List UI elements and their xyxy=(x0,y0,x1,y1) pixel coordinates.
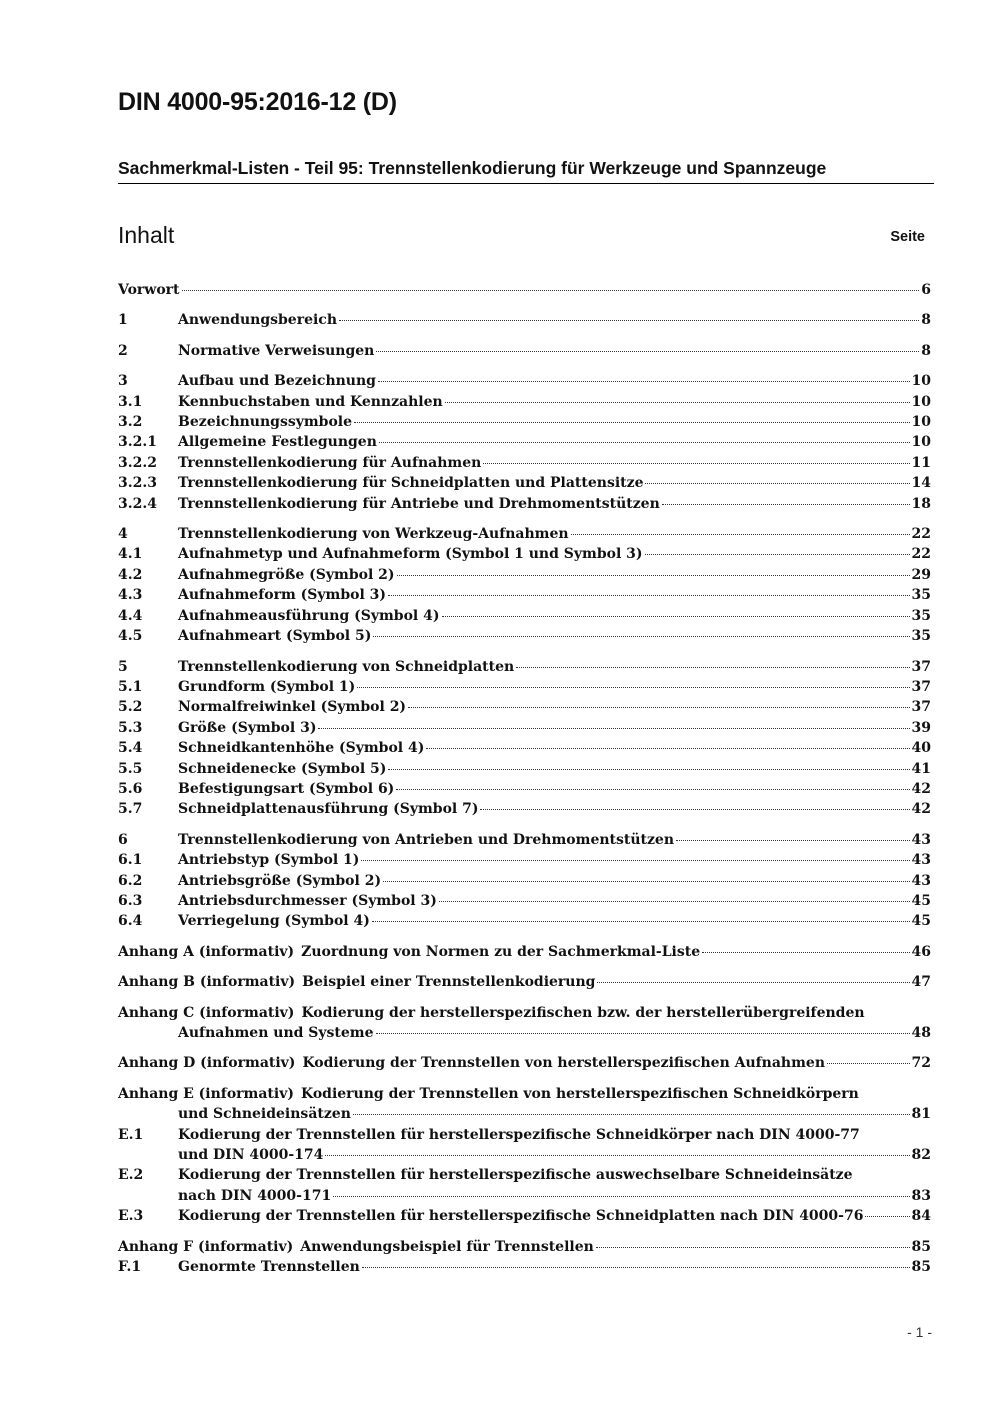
dot-leader xyxy=(383,881,909,882)
toc-entry-1[interactable] xyxy=(118,310,931,330)
table-of-contents xyxy=(118,280,931,1277)
toc-entry-number: 5.6 xyxy=(118,780,143,797)
toc-entry-page: 41 xyxy=(911,760,931,777)
toc-entry-number: 1 xyxy=(118,312,128,329)
dot-leader xyxy=(378,381,910,382)
toc-entry-number: 3.1 xyxy=(118,393,143,410)
toc-entry-number: 6.4 xyxy=(118,913,143,930)
toc-entry-title: Vorwort xyxy=(118,282,180,298)
toc-entry-title: Schneidkantenhöhe (Symbol 4) xyxy=(178,740,425,757)
toc-entry-number: 5 xyxy=(118,658,128,675)
toc-entry-number: 6.1 xyxy=(118,852,143,869)
document-subtitle: Sachmerkmal-Listen - Teil 95: Trennstellenkodierung für Werkzeuge und Spannzeuge xyxy=(118,158,934,184)
toc-entry-page: 35 xyxy=(911,587,931,604)
toc-entry-3-2[interactable] xyxy=(118,412,931,432)
toc-entry-number: 6 xyxy=(118,831,128,848)
toc-entry-page: 42 xyxy=(911,801,931,818)
toc-entry-title: Kodierung der Trennstellen für herstellerspezifische Schneidplatten nach DIN 4000-76 xyxy=(178,1208,864,1225)
toc-entry-page: 35 xyxy=(911,607,931,624)
toc-entry-title: Genormte Trennstellen xyxy=(178,1259,360,1276)
toc-entry-page: 43 xyxy=(911,872,931,889)
toc-entry-number: 4.3 xyxy=(118,587,143,604)
dot-leader xyxy=(645,554,910,555)
toc-entry-page: 10 xyxy=(911,373,931,390)
toc-entry-title: Allgemeine Festlegungen xyxy=(178,434,377,451)
dot-leader xyxy=(339,320,919,321)
toc-entry-title: Normalfreiwinkel (Symbol 2) xyxy=(178,699,407,716)
toc-entry-2[interactable] xyxy=(118,341,931,361)
toc-entry-number: 4.2 xyxy=(118,566,143,583)
toc-entry-5[interactable] xyxy=(118,657,931,677)
toc-entry-title: Trennstellenkodierung für Schneidplatten und Plattensitze xyxy=(178,475,644,492)
toc-entry-title: Verriegelung (Symbol 4) xyxy=(178,913,370,930)
toc-entry-title-line2: Aufnahmen und Systeme xyxy=(178,1025,374,1041)
toc-entry-title-line2: nach DIN 4000-171 xyxy=(178,1187,332,1204)
toc-entry-5-7[interactable] xyxy=(118,799,931,819)
toc-entry-page: 18 xyxy=(911,495,931,512)
toc-entry-page: 72 xyxy=(911,1055,931,1072)
dot-leader xyxy=(865,1216,909,1217)
toc-entry-page: 43 xyxy=(911,831,931,848)
toc-entry-page: 85 xyxy=(911,1238,931,1255)
toc-entry-number: 4.1 xyxy=(118,546,143,563)
toc-entry-page: 22 xyxy=(911,526,931,543)
dot-leader xyxy=(645,483,909,484)
toc-entry-number: 5.4 xyxy=(118,740,143,757)
toc-entry-4[interactable] xyxy=(118,524,931,544)
toc-entry-page: 35 xyxy=(911,628,931,645)
dot-leader xyxy=(426,748,909,749)
toc-entry-4-4[interactable] xyxy=(118,606,931,626)
toc-entry-page: 40 xyxy=(911,740,931,757)
toc-entry-number: 4.4 xyxy=(118,607,143,624)
toc-entry-page: 10 xyxy=(911,414,931,431)
toc-heading: Inhalt xyxy=(118,222,175,248)
toc-annex-label: Anhang A (informativ) xyxy=(118,943,295,960)
toc-entry-title: Beispiel einer Trennstellenkodierung xyxy=(302,974,596,991)
toc-entry-title: Antriebsgröße (Symbol 2) xyxy=(178,872,382,889)
dot-leader xyxy=(376,351,919,352)
dot-leader xyxy=(379,442,910,443)
toc-entry-title: Trennstellenkodierung für Aufnahmen xyxy=(178,454,482,471)
toc-entry-title: Trennstellenkodierung von Schneidplatten xyxy=(178,658,515,675)
toc-entry-page: 85 xyxy=(911,1259,931,1276)
toc-entry-page: 83 xyxy=(911,1187,931,1204)
toc-entry-6-1[interactable] xyxy=(118,850,931,870)
toc-entry-title-line2: und DIN 4000-174 xyxy=(178,1147,324,1164)
toc-entry-page: 45 xyxy=(911,913,931,930)
toc-entry-number: E.2 xyxy=(118,1167,144,1184)
toc-entry-page: 48 xyxy=(911,1025,931,1041)
toc-entry-title: Antriebsdurchmesser (Symbol 3) xyxy=(178,892,437,909)
toc-entry-5-4[interactable] xyxy=(118,738,931,758)
toc-entry-title: Trennstellenkodierung von Werkzeug-Aufnahmen xyxy=(178,526,569,543)
toc-entry-number: 6.3 xyxy=(118,892,143,909)
toc-entry-title: Trennstellenkodierung von Antrieben und Drehmomentstützen xyxy=(178,831,675,848)
toc-entry-annex-c[interactable] xyxy=(118,1003,931,1044)
toc-entry-number: 5.7 xyxy=(118,801,143,818)
toc-entry-number: E.3 xyxy=(118,1208,144,1225)
toc-entry-title: Kennbuchstaben und Kennzahlen xyxy=(178,393,443,410)
toc-entry-page: 37 xyxy=(911,699,931,716)
toc-entry-4-2[interactable] xyxy=(118,565,931,585)
toc-entry-page: 8 xyxy=(921,312,931,329)
toc-entry-3-2-4[interactable] xyxy=(118,494,931,514)
dot-leader xyxy=(827,1063,910,1064)
dot-leader xyxy=(676,840,909,841)
toc-entry-page: 37 xyxy=(911,658,931,675)
toc-entry-number: 6.2 xyxy=(118,872,143,889)
toc-entry-number: 4 xyxy=(118,526,128,543)
dot-leader xyxy=(325,1155,909,1156)
dot-leader xyxy=(357,687,909,688)
toc-entry-title: Trennstellenkodierung für Antriebe und Drehmomentstützen xyxy=(178,495,660,512)
toc-entry-5-5[interactable] xyxy=(118,759,931,779)
toc-entry-3-1[interactable] xyxy=(118,392,931,412)
dot-leader xyxy=(333,1196,909,1197)
toc-annex-label: Anhang E (informativ) xyxy=(118,1085,294,1102)
toc-entry-page: 47 xyxy=(911,974,931,991)
toc-entry-number: 5.5 xyxy=(118,760,143,777)
toc-entry-5-2[interactable] xyxy=(118,697,931,717)
toc-entry-number: 3.2.2 xyxy=(118,454,157,471)
dot-leader xyxy=(571,534,910,535)
toc-entry-title: Größe (Symbol 3) xyxy=(178,719,317,736)
toc-entry-5-1[interactable] xyxy=(118,677,931,697)
toc-entry-page: 37 xyxy=(911,678,931,695)
toc-entry-page: 45 xyxy=(911,892,931,909)
toc-entry-number: 3.2.3 xyxy=(118,475,157,492)
toc-annex-label: Anhang D (informativ) xyxy=(118,1055,296,1072)
dot-leader xyxy=(662,504,910,505)
toc-entry-title: Schneidenecke (Symbol 5) xyxy=(178,760,387,777)
dot-leader xyxy=(480,809,909,810)
toc-entry-3[interactable] xyxy=(118,371,931,391)
toc-entry-number: 5.1 xyxy=(118,678,143,695)
dot-leader xyxy=(372,921,910,922)
toc-entry-vorwort[interactable] xyxy=(118,280,931,300)
toc-entry-annex-e[interactable] xyxy=(118,1084,931,1125)
toc-entry-number: 3.2 xyxy=(118,414,143,431)
toc-entry-annex-b[interactable] xyxy=(118,972,931,992)
toc-annex-label: Anhang B (informativ) xyxy=(118,974,296,991)
toc-entry-e-3[interactable] xyxy=(118,1206,931,1226)
toc-entry-3-2-1[interactable] xyxy=(118,432,931,452)
toc-entry-title-line1: Kodierung der Trennstellen von herstellerspezifischen Schneidkörpern xyxy=(300,1085,859,1102)
toc-entry-annex-a[interactable] xyxy=(118,942,931,962)
toc-entry-number: 3.2.4 xyxy=(118,495,157,512)
toc-entry-3-2-3[interactable] xyxy=(118,473,931,493)
dot-leader xyxy=(388,595,910,596)
toc-entry-title: Schneidplattenausführung (Symbol 7) xyxy=(178,801,479,818)
toc-entry-title-line1: Kodierung der Trennstellen für herstellerspezifische Schneidkörper nach DIN 4000-77 xyxy=(178,1126,860,1143)
toc-annex-label: Anhang C (informativ) xyxy=(118,1004,295,1021)
toc-entry-e-2[interactable] xyxy=(118,1165,931,1206)
toc-entry-page: 10 xyxy=(911,393,931,410)
dot-leader xyxy=(439,901,910,902)
toc-entry-e-1[interactable] xyxy=(118,1125,931,1166)
dot-leader xyxy=(182,290,920,291)
toc-entry-title: Aufnahmeausführung (Symbol 4) xyxy=(178,607,440,624)
toc-entry-title: Normative Verweisungen xyxy=(178,342,375,359)
toc-entry-page: 10 xyxy=(911,434,931,451)
toc-entry-page: 29 xyxy=(911,566,931,583)
dot-leader xyxy=(373,636,909,637)
toc-entry-title: Aufbau und Bezeichnung xyxy=(178,373,376,390)
toc-entry-title-line2: und Schneideinsätzen xyxy=(178,1106,351,1123)
document-title: DIN 4000-95:2016-12 (D) xyxy=(118,88,397,116)
toc-entry-page: 82 xyxy=(911,1147,931,1164)
toc-entry-page: 39 xyxy=(911,719,931,736)
dot-leader xyxy=(596,1247,910,1248)
toc-entry-title-line1: Kodierung der herstellerspezifischen bzw. der herstellerübergreifenden xyxy=(301,1004,865,1021)
toc-entry-number: 5.2 xyxy=(118,699,143,716)
toc-page-column-label: Seite xyxy=(890,229,925,245)
toc-entry-f-1[interactable] xyxy=(118,1257,931,1277)
dot-leader xyxy=(354,422,910,423)
toc-entry-page: 8 xyxy=(921,342,931,359)
dot-leader xyxy=(362,1267,910,1268)
toc-entry-title: Zuordnung von Normen zu der Sachmerkmal-Liste xyxy=(301,943,701,960)
toc-entry-page: 46 xyxy=(911,943,931,960)
toc-entry-number: 4.5 xyxy=(118,628,143,645)
dot-leader xyxy=(702,952,909,953)
dot-leader xyxy=(353,1114,910,1115)
dot-leader xyxy=(445,402,910,403)
toc-entry-number: 2 xyxy=(118,342,128,359)
toc-entry-6-3[interactable] xyxy=(118,891,931,911)
toc-entry-title: Aufnahmetyp und Aufnahmeform (Symbol 1 und Symbol 3) xyxy=(178,546,643,563)
toc-entry-page: 43 xyxy=(911,852,931,869)
toc-entry-title: Bezeichnungssymbole xyxy=(178,414,353,431)
toc-entry-title: Anwendungsbeispiel für Trennstellen xyxy=(300,1238,594,1255)
toc-entry-number: E.1 xyxy=(118,1126,144,1143)
toc-entry-6-2[interactable] xyxy=(118,871,931,891)
dot-leader xyxy=(597,982,909,983)
toc-entry-5-6[interactable] xyxy=(118,779,931,799)
dot-leader xyxy=(408,707,909,708)
toc-entry-page: 84 xyxy=(911,1208,931,1225)
dot-leader xyxy=(397,575,910,576)
dot-leader xyxy=(318,728,909,729)
toc-entry-page: 14 xyxy=(911,475,931,492)
toc-entry-annex-f[interactable] xyxy=(118,1237,931,1257)
toc-entry-title: Aufnahmeart (Symbol 5) xyxy=(178,628,372,645)
toc-entry-page: 22 xyxy=(911,546,931,563)
toc-entry-title: Aufnahmegröße (Symbol 2) xyxy=(178,566,395,583)
dot-leader xyxy=(361,860,909,861)
toc-entry-page: 6 xyxy=(921,282,931,298)
toc-entry-page: 81 xyxy=(911,1106,931,1123)
toc-entry-page: 42 xyxy=(911,780,931,797)
toc-entry-annex-d[interactable] xyxy=(118,1053,931,1073)
toc-entry-title-line1: Kodierung der Trennstellen für herstellerspezifische auswechselbare Schneideinsätze xyxy=(178,1167,853,1184)
toc-entry-title: Grundform (Symbol 1) xyxy=(178,678,356,695)
toc-entry-number: F.1 xyxy=(118,1259,142,1276)
toc-entry-4-5[interactable] xyxy=(118,626,931,646)
toc-entry-page: 11 xyxy=(911,454,931,471)
toc-entry-5-3[interactable] xyxy=(118,718,931,738)
toc-entry-number: 5.3 xyxy=(118,719,143,736)
dot-leader xyxy=(396,789,909,790)
dot-leader xyxy=(388,769,909,770)
dot-leader xyxy=(483,463,909,464)
toc-annex-label: Anhang F (informativ) xyxy=(118,1238,294,1255)
toc-entry-title: Anwendungsbereich xyxy=(178,312,337,329)
toc-entry-6[interactable] xyxy=(118,830,931,850)
toc-entry-6-4[interactable] xyxy=(118,911,931,931)
toc-entry-title: Befestigungsart (Symbol 6) xyxy=(178,780,395,797)
dot-leader xyxy=(442,616,910,617)
page-number: - 1 - xyxy=(907,1324,932,1340)
toc-entry-number: 3 xyxy=(118,373,128,390)
toc-entry-number: 3.2.1 xyxy=(118,434,157,451)
dot-leader xyxy=(376,1033,910,1034)
toc-entry-4-3[interactable] xyxy=(118,585,931,605)
toc-entry-4-1[interactable] xyxy=(118,544,931,564)
toc-entry-3-2-2[interactable] xyxy=(118,453,931,473)
toc-entry-title: Antriebstyp (Symbol 1) xyxy=(178,852,360,869)
toc-entry-title: Kodierung der Trennstellen von herstellerspezifischen Aufnahmen xyxy=(302,1055,826,1072)
toc-entry-title: Aufnahmeform (Symbol 3) xyxy=(178,587,387,604)
dot-leader xyxy=(516,667,909,668)
